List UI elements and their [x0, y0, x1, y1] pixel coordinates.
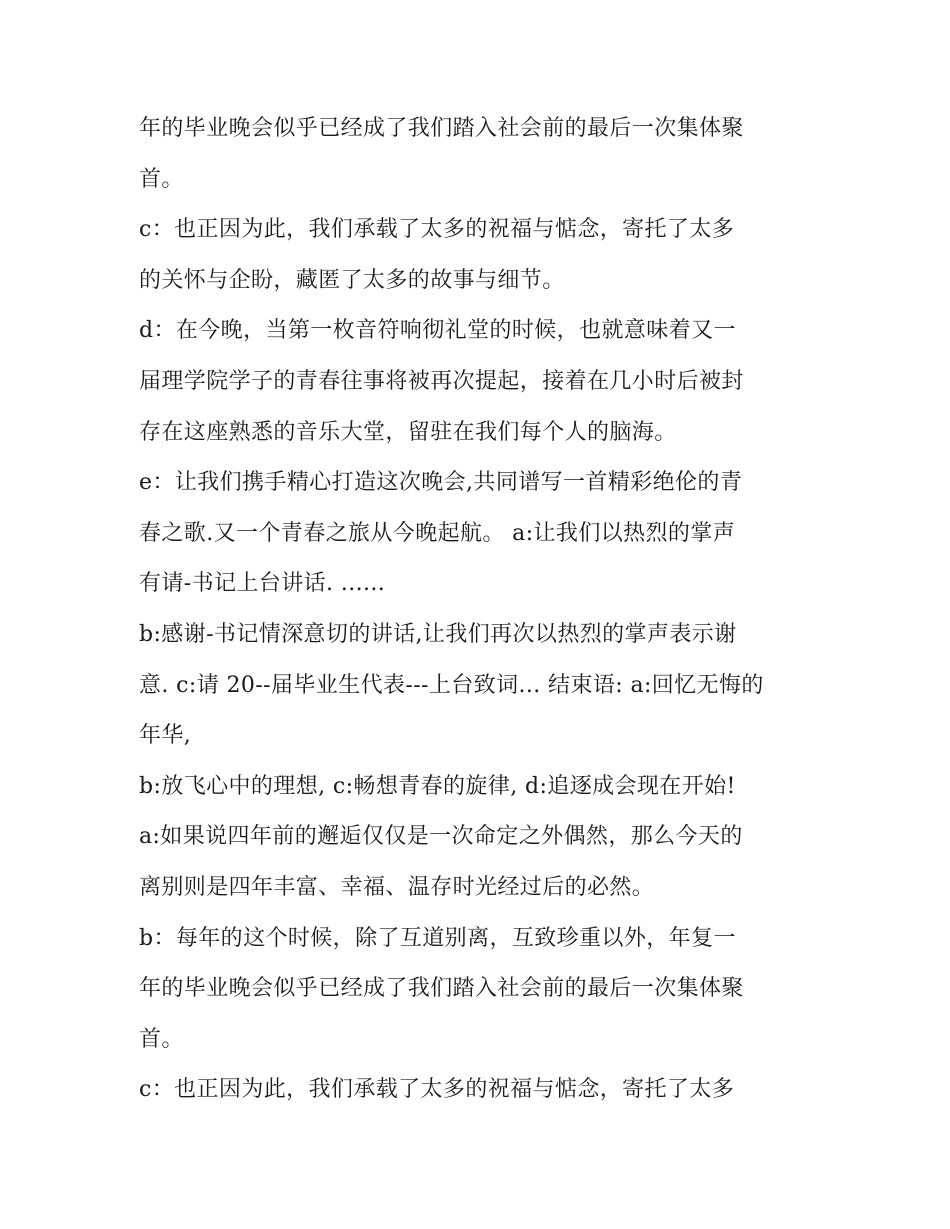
text-line: 首。 [139, 1026, 184, 1052]
text-line: c：也正因为此，我们承载了太多的祝福与惦念，寄托了太多 [139, 217, 735, 243]
text-line: 届理学院学子的青春往事将被再次提起，接着在几小时后被封 [139, 368, 744, 394]
text-line: a:如果说四年前的邂逅仅仅是一次命定之外偶然，那么今天的 [139, 824, 743, 850]
text-line: 存在这座熟悉的音乐大堂，留驻在我们每个人的脑海。 [139, 419, 677, 445]
text-line: 离别则是四年丰富、幸福、温存时光经过后的必然。 [139, 874, 655, 900]
document-body [139, 104, 819, 1116]
text-line: 有请-书记上台讲话. ...... [139, 571, 386, 597]
text-line: 年的毕业晚会似乎已经成了我们踏入社会前的最后一次集体聚 [139, 116, 744, 141]
text-line: b:感谢-书记情深意切的讲话,让我们再次以热烈的掌声表示谢 [139, 621, 737, 647]
text-line: b:放飞心中的理想, c:畅想青春的旋律, d:追逐成会现在开始! [139, 773, 736, 799]
text-line: d：在今晚，当第一枚音符响彻礼堂的时候，也就意味着又一 [139, 318, 736, 344]
text-line: 年的毕业晚会似乎已经成了我们踏入社会前的最后一次集体聚 [139, 976, 744, 1002]
text-line: 意. c:请 20--届毕业生代表---上台致词... 结束语: a:回忆无悔的 [139, 672, 764, 698]
text-line: 年华, [139, 723, 192, 749]
text-line: b：每年的这个时候，除了互道别离，互致珍重以外，年复一 [139, 925, 736, 951]
text-line: e：让我们携手精心打造这次晚会,共同谱写一首精彩绝伦的青 [139, 470, 743, 496]
text-line: c：也正因为此，我们承载了太多的祝福与惦念，寄托了太多 [139, 1077, 735, 1103]
text-line: 春之歌.又一个青春之旅从今晚起航。 a:让我们以热烈的掌声 [139, 520, 736, 546]
text-line: 的关怀与企盼，藏匿了太多的故事与细节。 [139, 267, 565, 293]
text-line: 首。 [139, 166, 184, 192]
